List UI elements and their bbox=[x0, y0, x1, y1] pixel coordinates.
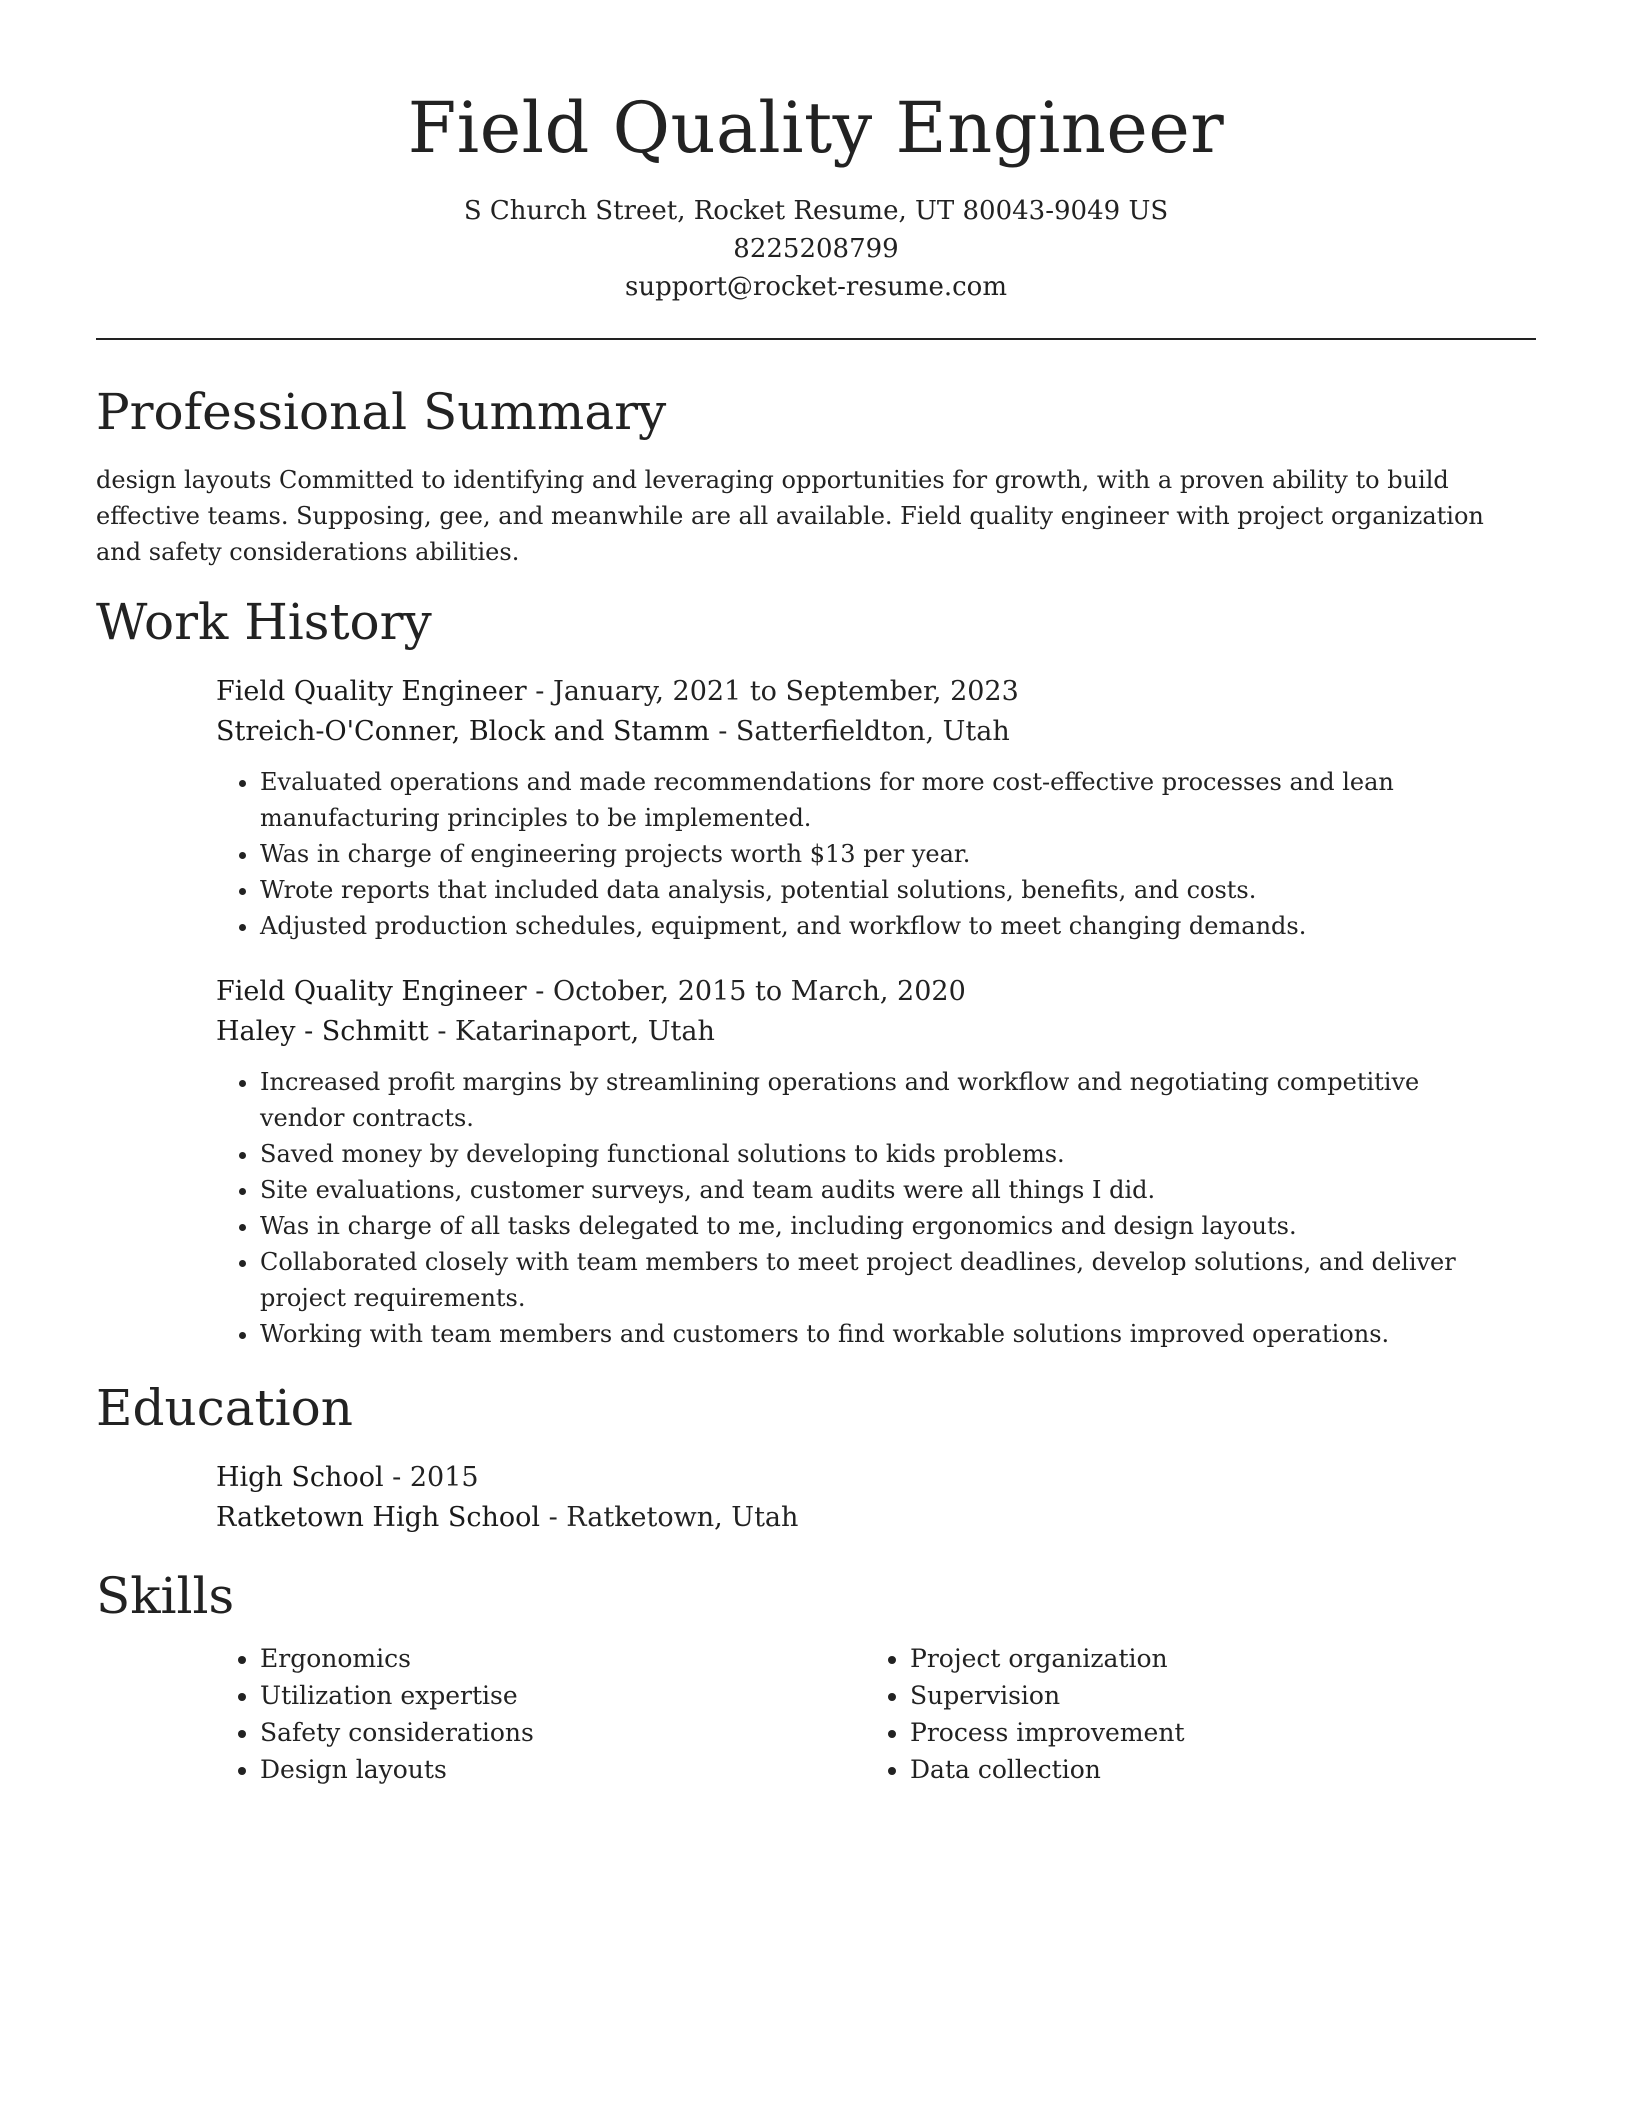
job-entry bbox=[216, 672, 1506, 944]
education-school: Ratketown High School bbox=[216, 1502, 541, 1533]
skill-item: • Supervision bbox=[910, 1677, 1426, 1714]
work-history-section bbox=[96, 590, 1536, 1352]
job-dates: - January, 2021 to September, 2023 bbox=[526, 676, 1019, 707]
skill-item: • Safety considerations bbox=[260, 1714, 866, 1751]
education-degree: High School bbox=[216, 1462, 384, 1493]
job-title-line bbox=[216, 672, 1506, 712]
job-title-line bbox=[216, 972, 1506, 1012]
job-bullet: • Saved money by developing functional solutions to kids problems. bbox=[260, 1136, 1506, 1172]
job-bullet: • Evaluated operations and made recommendations for more cost-effective processes and lean manufacturing principles to be implemented. bbox=[260, 764, 1506, 836]
work-history-heading: Work History bbox=[96, 593, 432, 651]
summary-section bbox=[96, 380, 1536, 570]
skill-item: • Data collection bbox=[910, 1751, 1426, 1788]
job-bullets bbox=[216, 1064, 1506, 1352]
candidate-title: Field Quality Engineer bbox=[407, 87, 1225, 169]
job-bullet: • Increased profit margins by streamlining operations and workflow and negotiating competitive vendor contracts. bbox=[260, 1064, 1506, 1136]
job-company-line bbox=[216, 712, 1506, 752]
education-heading: Education bbox=[96, 1379, 353, 1437]
skills-section bbox=[96, 1564, 1536, 1788]
job-bullets bbox=[216, 764, 1506, 944]
summary-heading: Professional Summary bbox=[96, 383, 667, 441]
job-bullet: • Collaborated closely with team members to meet project deadlines, develop solutions, and deliver project requirements. bbox=[260, 1244, 1506, 1316]
education-year: - 2015 bbox=[383, 1462, 479, 1493]
skill-item: • Design layouts bbox=[260, 1751, 866, 1788]
skills-list-left bbox=[216, 1640, 866, 1788]
phone: 8225208799 bbox=[733, 234, 899, 264]
education-degree-line bbox=[216, 1458, 1506, 1498]
job-bullet: • Was in charge of engineering projects worth $13 per year. bbox=[260, 836, 1506, 872]
job-bullet: • Was in charge of all tasks delegated to me, including ergonomics and design layouts. bbox=[260, 1208, 1506, 1244]
skills-list-right bbox=[866, 1640, 1426, 1788]
address: S Church Street, Rocket Resume, UT 80043-9049 US bbox=[463, 196, 1169, 226]
education-location: - Ratketown, Utah bbox=[540, 1502, 799, 1533]
job-role: Field Quality Engineer bbox=[216, 976, 527, 1007]
skill-item: • Utilization expertise bbox=[260, 1677, 866, 1714]
job-company-line bbox=[216, 1012, 1506, 1052]
skill-item: • Process improvement bbox=[910, 1714, 1426, 1751]
education-entry bbox=[216, 1458, 1506, 1538]
skill-item: • Project organization bbox=[910, 1640, 1426, 1677]
header-divider bbox=[96, 338, 1536, 340]
skill-item: • Ergonomics bbox=[260, 1640, 866, 1677]
resume-header bbox=[96, 0, 1536, 306]
job-bullet: • Site evaluations, customer surveys, and team audits were all things I did. bbox=[260, 1172, 1506, 1208]
job-bullet: • Adjusted production schedules, equipment, and workflow to meet changing demands. bbox=[260, 908, 1506, 944]
skills-grid bbox=[216, 1640, 1506, 1788]
resume-page bbox=[96, 0, 1536, 1788]
email: support@rocket-resume.com bbox=[624, 272, 1007, 302]
job-company: Streich-O'Conner, Block and Stamm bbox=[216, 716, 710, 747]
summary-text: design layouts Committed to identifying and leveraging opportunities for growth, with a proven ability to build effective teams. Supposing, gee, and meanwhile are all available. Field quality engineer with project organization and safety considerations abilities. bbox=[96, 466, 1484, 566]
job-bullet: • Wrote reports that included data analysis, potential solutions, benefits, and costs. bbox=[260, 872, 1506, 908]
job-bullet: • Working with team members and customers to find workable solutions improved operations. bbox=[260, 1316, 1506, 1352]
education-section bbox=[96, 1376, 1536, 1538]
education-school-line bbox=[216, 1498, 1506, 1538]
job-role: Field Quality Engineer bbox=[216, 676, 527, 707]
job-location: - Satterfieldton, Utah bbox=[709, 716, 1010, 747]
job-entry bbox=[216, 972, 1506, 1352]
job-location: - Katarinaport, Utah bbox=[428, 1016, 715, 1047]
job-company: Haley - Schmitt bbox=[216, 1016, 429, 1047]
job-dates: - October, 2015 to March, 2020 bbox=[526, 976, 966, 1007]
skills-heading: Skills bbox=[96, 1567, 235, 1625]
